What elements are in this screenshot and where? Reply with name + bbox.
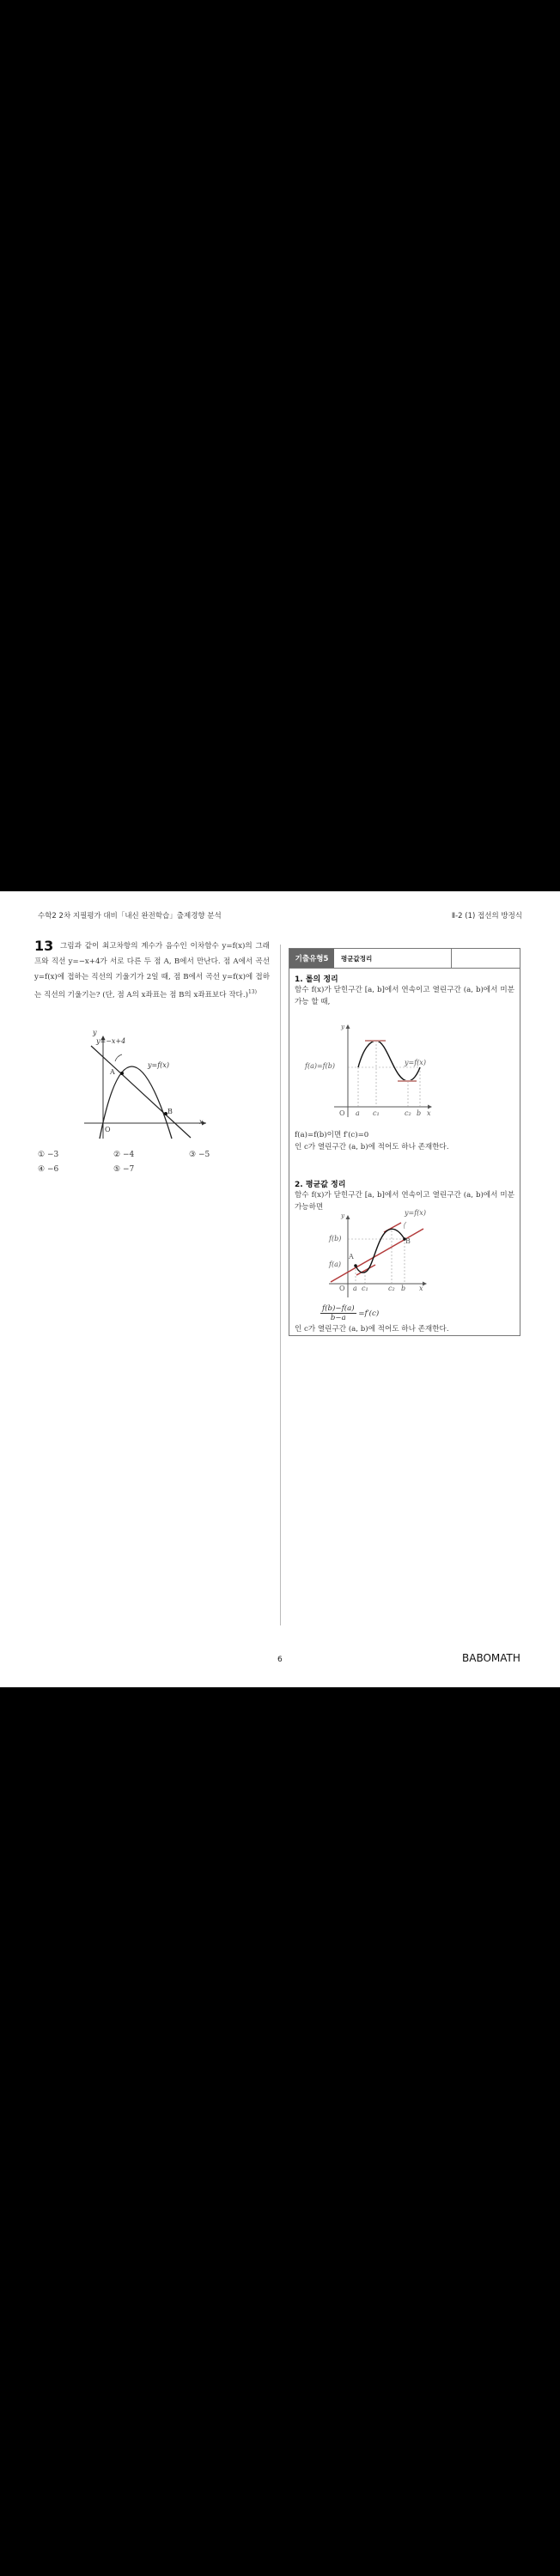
mvt-conclusion: 인 c가 열린구간 (a, b)에 적어도 하나 존재한다. [295,1325,449,1334]
rolle-tick-a: a [356,1109,360,1117]
footnote-mark: 13) [247,989,257,995]
choice-5[interactable]: ⑤ −7 [113,1165,135,1174]
mvt-fb-label: f(b) [329,1235,342,1242]
y-axis-label: y [93,1029,97,1036]
mvt-figure [291,1212,463,1303]
rolle-intro: 함수 f(x)가 닫힌구간 [a, b]에서 연속이고 열린구간 (a, b)에서 미분가능 할 때, [295,986,514,1006]
question-number: 13 [34,938,54,954]
type-title: 평균값정리 [334,949,452,968]
mvt-fraction: $\frac{f(b)-f(a)}{b-a}$ [322,1304,355,1322]
rolle-tick-c1: c₁ [373,1109,380,1117]
point-a-label: A [110,1068,115,1076]
mvt-tick-c2: c₂ [388,1285,395,1292]
header-section: Ⅱ-2 (1) 접선의 방정식 [451,912,522,920]
rolle-conclusion: 인 c가 열린구간 (a, b)에 적어도 하나 존재한다. [295,1143,449,1151]
curve-label: y=f(x) [148,1061,169,1069]
mvt-y-axis: y [341,1212,344,1219]
choice-1[interactable]: ① −3 [38,1151,59,1159]
section-title-rolle: 1. 롤의 정리 [295,975,338,984]
mvt-tick-c1: c₁ [362,1285,368,1292]
mvt-fa-label: f(a) [329,1261,341,1268]
point-b-label: B [167,1108,173,1115]
column-divider [280,945,281,1625]
mvt-point-a: A [349,1253,354,1261]
choice-2[interactable]: ② −4 [113,1151,135,1159]
question-body: 그림과 같이 최고차항의 계수가 음수인 이차함수 y=f(x)의 그래프와 직선 y=−x+4가 서로 다른 두 점 A, B에서 만난다. 점 A에서 곡선 y=f(x)에 접하는 직선의 기울기가 2일 때, 점 B에서 곡선 y=f(x)에 접하는 직선의 기울기는? (단, 점 A의 x좌표는 점 B의 x좌표보다 작다.) [34,942,270,999]
rolle-y-label: f(a)=f(b) [305,1062,335,1070]
section-title-mvt: 2. 평균값 정리 [295,1181,346,1189]
mvt-tick-b: b [401,1285,406,1292]
brand-logo: BABOMATH [462,1652,520,1664]
rolle-y-axis: y [341,1024,344,1030]
type-tag: 기출유형5 [289,949,334,968]
rolle-tick-b: b [417,1109,422,1117]
page-number: 6 [277,1656,283,1664]
mvt-point-b: B [405,1237,411,1245]
mvt-x-axis: x [419,1285,423,1292]
concept-box [289,948,520,1336]
parabola-line-figure [81,1029,210,1140]
document-page [0,891,560,1687]
mvt-origin: O [339,1285,345,1292]
mvt-formula: $\frac{f(b)-f(a)}{b-a}$ =f′(c) [322,1304,380,1322]
mvt-tick-a: a [353,1285,357,1292]
mvt-intro: 함수 f(x)가 닫힌구간 [a, b]에서 연속이고 열린구간 (a, b)에서 미분가능하면 [295,1191,514,1212]
mvt-curve-label: y=f(x) [405,1209,426,1217]
header-empty-cell [452,949,520,968]
line-label: y=−x+4 [96,1037,126,1045]
rolle-x-axis: x [427,1109,431,1117]
question-text [34,939,270,1003]
rolle-formula: f(a)=f(b)이면 f′(c)=0 [295,1131,369,1139]
rolle-curve-label: y=f(x) [405,1059,426,1066]
x-axis-label: x [199,1118,204,1126]
origin-label: O [105,1126,111,1133]
rolle-tick-c2: c₂ [405,1109,411,1117]
rolle-origin: O [339,1109,345,1117]
header-title: 수학2 2차 지필평가 대비「내신 완전학습」출제경향 분석 [38,912,222,920]
choice-3[interactable]: ③ −5 [189,1151,210,1159]
concept-box-header [289,949,520,969]
choice-4[interactable]: ④ −6 [38,1165,59,1174]
